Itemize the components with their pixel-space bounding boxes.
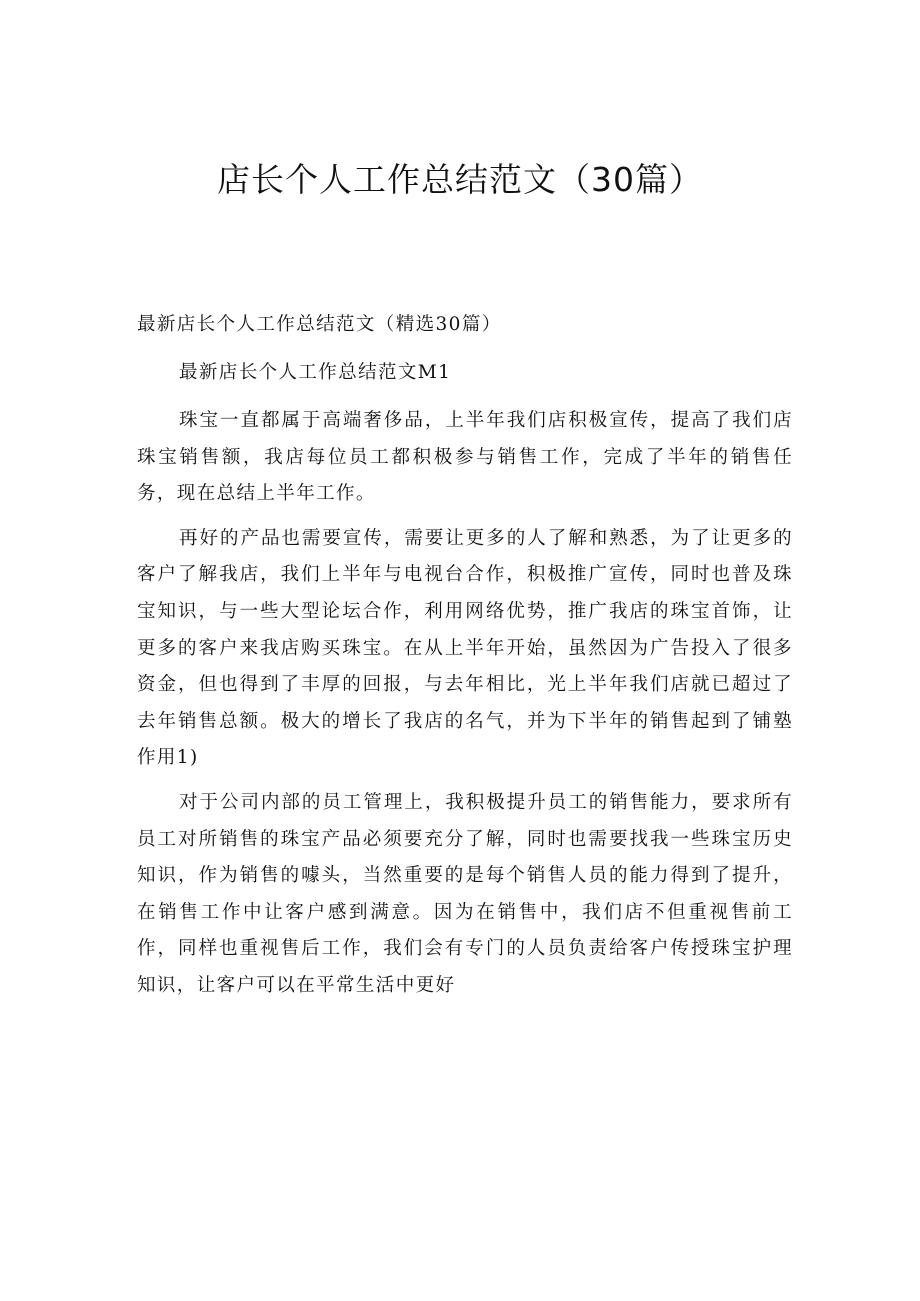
section-heading: 最新店长个人工作总结范文M1 xyxy=(179,362,452,383)
body-paragraphs xyxy=(137,403,793,1013)
document-subtitle: 最新店长个人工作总结范文（精选30篇） xyxy=(137,314,502,335)
paragraph-1: 珠宝一直都属于高端奢侈品，上半年我们店积极宣传，提高了我们店珠宝销售额，我店每位员工都积极参与销售工作，完成了半年的销售任务，现在总结上半年工作。 xyxy=(137,410,793,505)
document-title: 店长个人工作总结范文（30篇） xyxy=(217,160,703,199)
paragraph-3: 对于公司内部的员工管理上，我积极提升员工的销售能力，要求所有员工对所销售的珠宝产品必须要充分了解，同时也需要找我一些珠宝历史知识，作为销售的噱头，当然重要的是每个销售人员的能力得到了提升，在销售工作中让客户感到满意。因为在销售中，我们店不但重视售前工作，同样也重视售后工作，我们会有专门的人员负责给客户传授珠宝护理知识，让客户可以在平常生活中更好 xyxy=(137,791,793,996)
paragraph-2: 再好的产品也需要宣传，需要让更多的人了解和熟悉，为了让更多的客户了解我店，我们上半年与电视台合作，积极推广宣传，同时也普及珠宝知识，与一些大型论坛合作，利用网络优势，推广我店的珠宝首饰，让更多的客户来我店购买珠宝。在从上半年开始，虽然因为广告投入了很多资金，但也得到了丰厚的回报，与去年相比，光上半年我们店就已超过了去年销售总额。极大的增长了我店的名气，并为下半年的销售起到了铺塾作用1) xyxy=(137,527,793,769)
